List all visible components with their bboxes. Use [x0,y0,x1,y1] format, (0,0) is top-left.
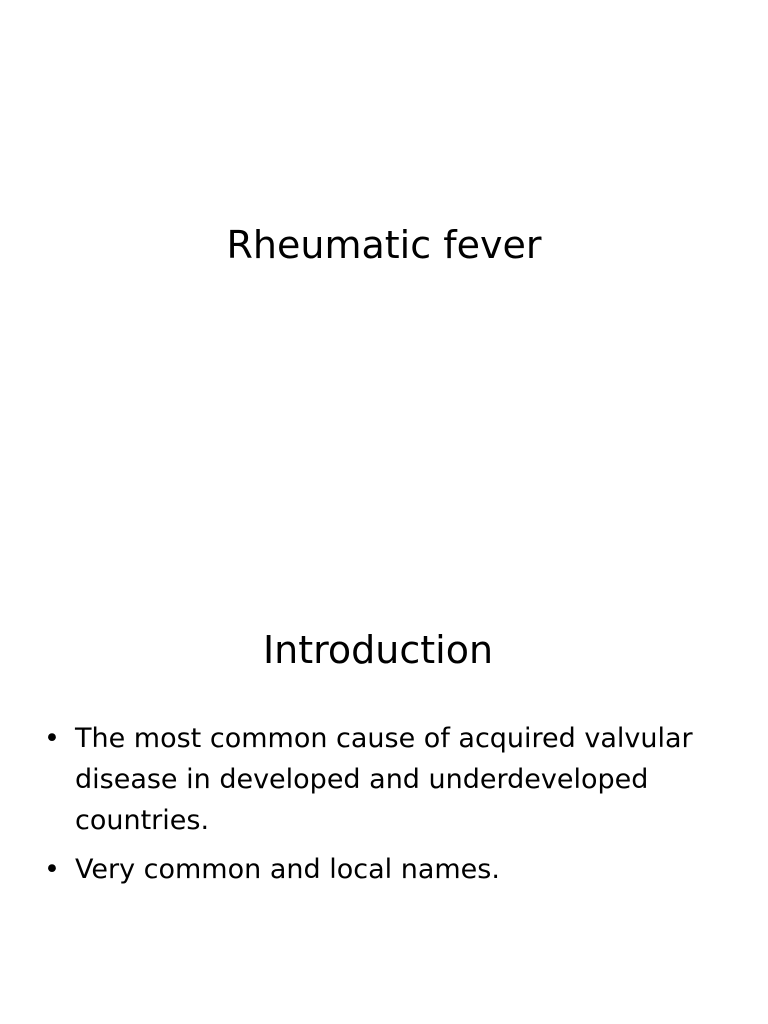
bullet-item-1 [44,718,734,841]
bullet-dot-icon: • [44,854,60,885]
bullet-text-1: The most common cause of acquired valvular disease in developed and underdeveloped countries. [75,723,693,836]
bullet-item-2 [44,849,734,890]
bullet-list [44,718,734,898]
bullet-dot-icon: • [44,723,60,754]
bullet-text-2: Very common and local names. [75,854,500,885]
slide-introduction-heading: Introduction [262,628,494,672]
slide-introduction [0,512,768,1024]
slide-title-heading: Rheumatic fever [226,223,542,267]
